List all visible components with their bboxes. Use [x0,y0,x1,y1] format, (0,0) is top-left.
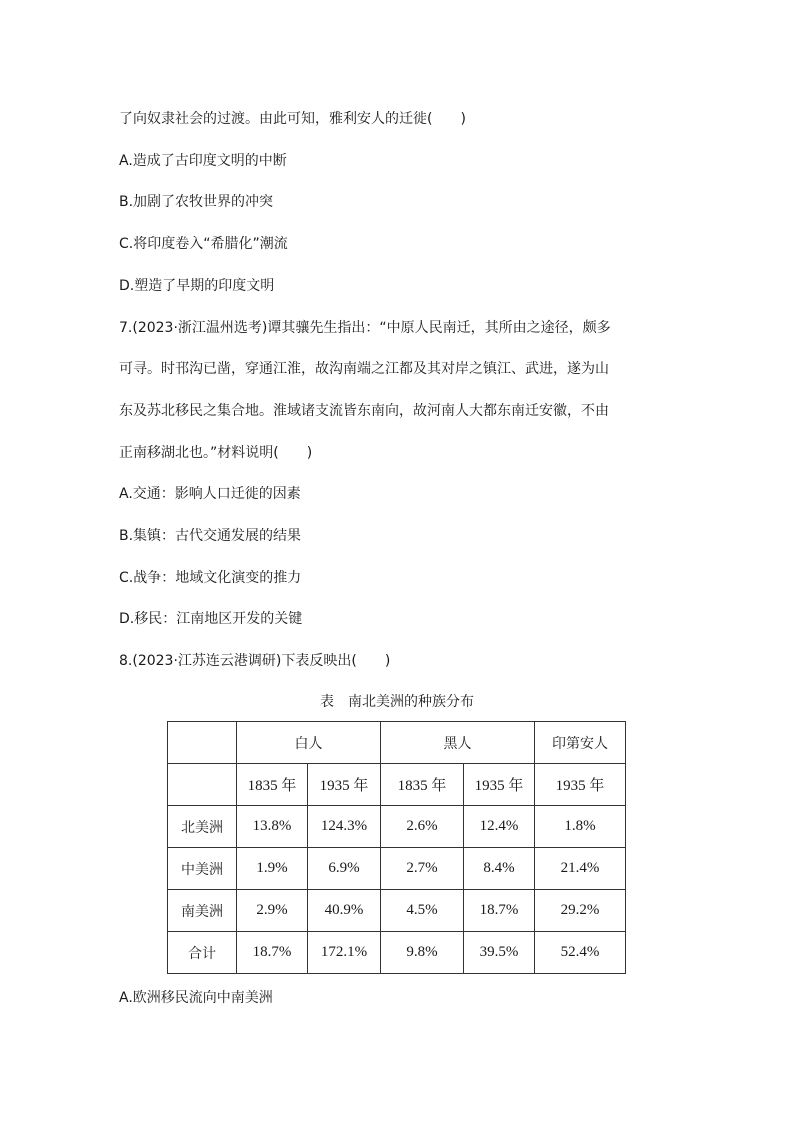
race-distribution-table [167,721,626,974]
q6-option-b: B.加剧了农牧世界的冲突 [119,194,274,210]
question-8-stem: 8.(2023·江苏连云港调研)下表反映出( ) [119,653,391,669]
year-corner-cell [168,764,237,806]
question-7-stem-line-1: 7.(2023·浙江温州选考)谭其骧先生指出：“中原人民南迁，其所由之途径，颇多 [119,320,611,336]
row-label: 中美洲 [168,848,237,890]
table-row [168,806,626,848]
q7-option-b: B.集镇：古代交通发展的结果 [119,528,302,544]
header-group-indian: 印第安人 [535,722,626,764]
year-cell: 1935 年 [308,764,381,806]
year-cell: 1835 年 [381,764,464,806]
header-corner-cell [168,722,237,764]
table-cell: 18.7% [464,890,535,932]
q7-option-d: D.移民：江南地区开发的关键 [119,611,303,627]
table-cell: 1.8% [535,806,626,848]
table-cell: 124.3% [308,806,381,848]
table-header-row [168,722,626,764]
question-6-stem-end: 了向奴隶社会的过渡。由此可知，雅利安人的迁徙( ) [119,111,466,127]
table-cell: 40.9% [308,890,381,932]
q7-option-a: A.交通：影响人口迁徙的因素 [119,486,301,502]
header-group-black: 黑人 [381,722,535,764]
table-cell: 8.4% [464,848,535,890]
question-7-stem-line-4: 正南移湖北也。”材料说明( ) [119,445,313,461]
table-cell: 1.9% [237,848,308,890]
table-cell: 18.7% [237,932,308,974]
table-cell: 12.4% [464,806,535,848]
q7-option-c: C.战争：地域文化演变的推力 [119,570,302,586]
table-cell: 2.6% [381,806,464,848]
table-cell: 2.7% [381,848,464,890]
table-year-row [168,764,626,806]
table-cell: 21.4% [535,848,626,890]
table-cell: 172.1% [308,932,381,974]
table-cell: 6.9% [308,848,381,890]
question-7-stem-line-2: 可寻。时邗沟已凿，穿通江淮，故沟南端之江都及其对岸之镇江、武进，遂为山 [119,361,609,377]
table-row [168,890,626,932]
year-cell: 1935 年 [464,764,535,806]
table-cell: 13.8% [237,806,308,848]
q6-option-a: A.造成了古印度文明的中断 [119,153,287,169]
table-cell: 2.9% [237,890,308,932]
table-cell: 52.4% [535,932,626,974]
row-label: 合计 [168,932,237,974]
header-group-white: 白人 [237,722,381,764]
q6-option-d: D.塑造了早期的印度文明 [119,278,275,294]
q6-option-c: C.将印度卷入“希腊化”潮流 [119,236,288,252]
table-cell: 9.8% [381,932,464,974]
table-cell: 4.5% [381,890,464,932]
question-7-stem-line-3: 东及苏北移民之集合地。淮域诸支流皆东南向，故河南人大都东南迁安徽，不由 [119,403,609,419]
row-label: 南美洲 [168,890,237,932]
table-cell: 29.2% [535,890,626,932]
q8-option-a: A.欧洲移民流向中南美洲 [119,990,273,1006]
year-cell: 1935 年 [535,764,626,806]
table-cell: 39.5% [464,932,535,974]
table-row [168,932,626,974]
table-row [168,848,626,890]
row-label: 北美洲 [168,806,237,848]
year-cell: 1835 年 [237,764,308,806]
table-caption: 表 南北美洲的种族分布 [320,694,474,710]
